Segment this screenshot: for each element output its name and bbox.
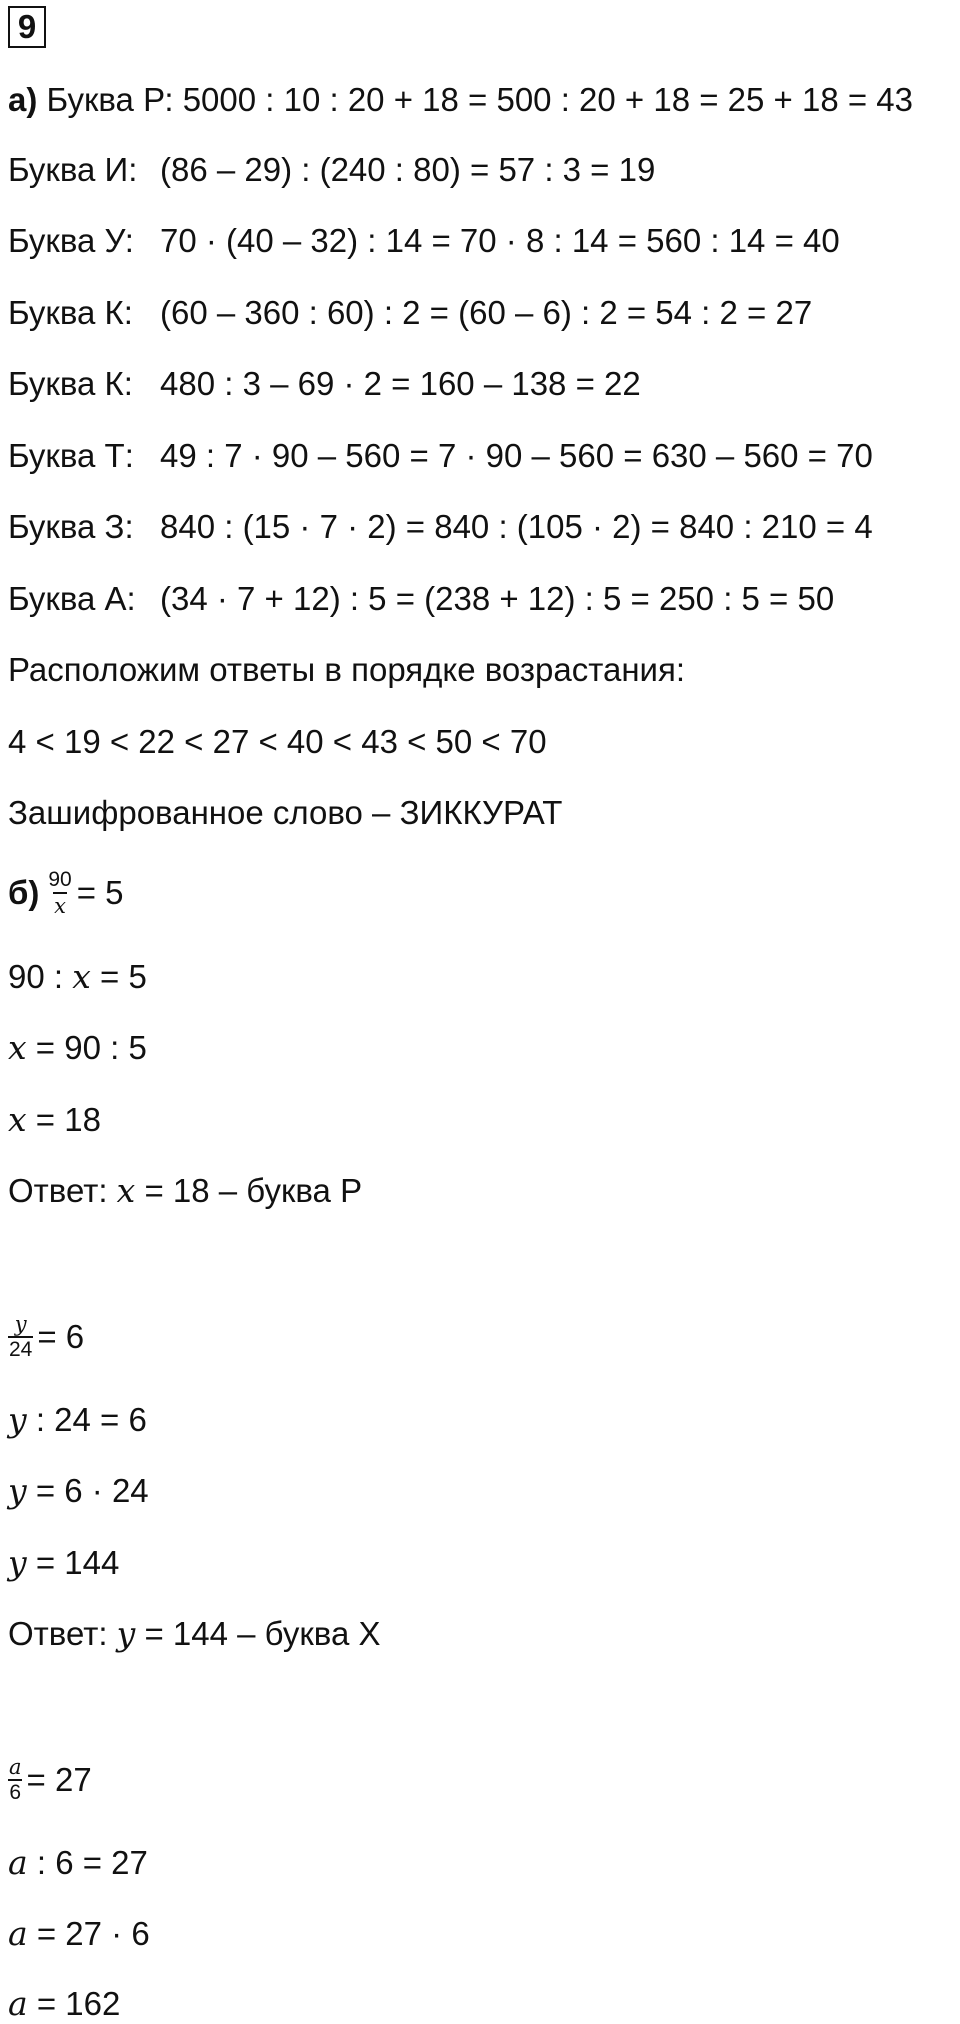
- eq2-answer: [8, 1614, 380, 1654]
- eq1-fraction-line: [8, 857, 124, 929]
- eq3-rhs: = 27: [26, 1761, 92, 1798]
- order-intro: Расположим ответы в порядке возрастания:: [8, 651, 686, 688]
- answer-prefix: Ответ:: [8, 1615, 117, 1652]
- order-line: 4 < 19 < 22 < 27 < 40 < 43 < 50 < 70: [8, 723, 547, 760]
- eq3-step1: [8, 1843, 148, 1883]
- eq1-step3-post: = 18: [26, 1101, 101, 1138]
- eq3-denominator: 6: [9, 1781, 22, 1804]
- eq1-rhs: = 5: [76, 874, 124, 911]
- answer-value: = 18 – буква Р: [135, 1172, 363, 1209]
- row-expression: 49 : 7 · 90 – 560 = 7 · 90 – 560 = 630 – 560 = 70: [160, 437, 873, 474]
- eq1-answer: [8, 1171, 362, 1211]
- eq2-step1-post: : 24 = 6: [26, 1401, 147, 1438]
- row-expression: 840 : (15 · 7 · 2) = 840 : (105 · 2) = 840 : 210 = 4: [160, 508, 873, 545]
- variable-y: y: [8, 1400, 27, 1439]
- eq1-numerator: 90: [48, 868, 72, 891]
- eq1-step2: [8, 1028, 147, 1068]
- row-letter: Буква У:: [8, 222, 134, 259]
- eq1-step1-pre: 90 :: [8, 958, 73, 995]
- eq3-step3: [8, 1984, 120, 2024]
- row-expression: 480 : 3 – 69 · 2 = 160 – 138 = 22: [160, 365, 641, 402]
- eq1-step2-post: = 90 : 5: [26, 1029, 147, 1066]
- row-letter-i: [8, 150, 655, 190]
- eq2-fraction: [8, 1312, 33, 1362]
- row-letter-t: [8, 436, 873, 476]
- eq1-step3: [8, 1100, 101, 1140]
- answer-prefix: Ответ:: [8, 1172, 117, 1209]
- row-letter: Буква К:: [8, 294, 133, 331]
- variable-a: a: [8, 1843, 28, 1882]
- eq3-fraction: [8, 1755, 23, 1805]
- variable-x: x: [8, 1100, 27, 1139]
- eq2-denominator: 24: [9, 1338, 33, 1361]
- variable-a: a: [8, 1914, 28, 1953]
- eq3-step2: [8, 1914, 150, 1954]
- row-expression: (86 – 29) : (240 : 80) = 57 : 3 = 19: [160, 151, 656, 188]
- eq2-fraction-line: [8, 1301, 84, 1373]
- row-letter-r: [8, 80, 913, 120]
- variable-a: a: [8, 1984, 28, 2023]
- variable-x: x: [8, 1028, 27, 1067]
- row-letter: Буква Т:: [8, 437, 134, 474]
- eq3-step1-post: : 6 = 27: [27, 1844, 148, 1881]
- eq2-step3-post: = 144: [26, 1544, 120, 1581]
- variable-x: x: [72, 957, 91, 996]
- variable-x: x: [116, 1171, 136, 1210]
- eq2-step1: [8, 1400, 147, 1440]
- eq1-denominator: x: [54, 894, 66, 918]
- variable-y: y: [8, 1543, 27, 1582]
- eq2-step2: [8, 1471, 149, 1511]
- eq3-fraction-line: [8, 1744, 92, 1816]
- part-b-label: б): [8, 874, 40, 911]
- eq1-step1-post: = 5: [90, 958, 147, 995]
- row-letter: Буква А:: [8, 580, 136, 617]
- encrypted-word-line: Зашифрованное слово – ЗИККУРАТ: [8, 794, 563, 831]
- row-expression: 5000 : 10 : 20 + 18 = 500 : 20 + 18 = 25 + 18 = 43: [182, 81, 913, 118]
- row-letter-z: [8, 507, 873, 547]
- eq3-numerator: a: [9, 1755, 22, 1779]
- row-letter-u: [8, 221, 840, 261]
- eq3-step2-post: = 27 · 6: [27, 1915, 150, 1952]
- eq2-rhs: = 6: [37, 1318, 85, 1355]
- row-letter-a: [8, 579, 834, 619]
- row-letter: Буква И:: [8, 151, 138, 188]
- row-letter: Буква Р:: [46, 81, 174, 118]
- eq1-fraction: [47, 868, 72, 918]
- row-letter-k-1: [8, 293, 812, 333]
- row-letter-k-2: [8, 364, 641, 404]
- eq1-step1: [8, 957, 147, 997]
- part-a-label: а): [8, 81, 38, 118]
- row-expression: (60 – 360 : 60) : 2 = (60 – 6) : 2 = 54 : 2 = 27: [160, 294, 813, 331]
- answer-value: = 144 – буква Х: [135, 1615, 381, 1652]
- task-number: 9: [8, 6, 46, 48]
- variable-y: y: [8, 1471, 27, 1510]
- row-expression: (34 · 7 + 12) : 5 = (238 + 12) : 5 = 250 : 5 = 50: [160, 580, 835, 617]
- row-letter: Буква З:: [8, 508, 134, 545]
- eq2-step2-post: = 6 · 24: [26, 1472, 149, 1509]
- eq2-numerator: y: [14, 1312, 27, 1336]
- eq3-step3-post: = 162: [27, 1985, 121, 2022]
- row-expression: 70 · (40 – 32) : 14 = 70 · 8 : 14 = 560 : 14 = 40: [160, 222, 840, 259]
- row-letter: Буква К:: [8, 365, 133, 402]
- variable-y: y: [116, 1614, 136, 1653]
- eq2-step3: [8, 1543, 119, 1583]
